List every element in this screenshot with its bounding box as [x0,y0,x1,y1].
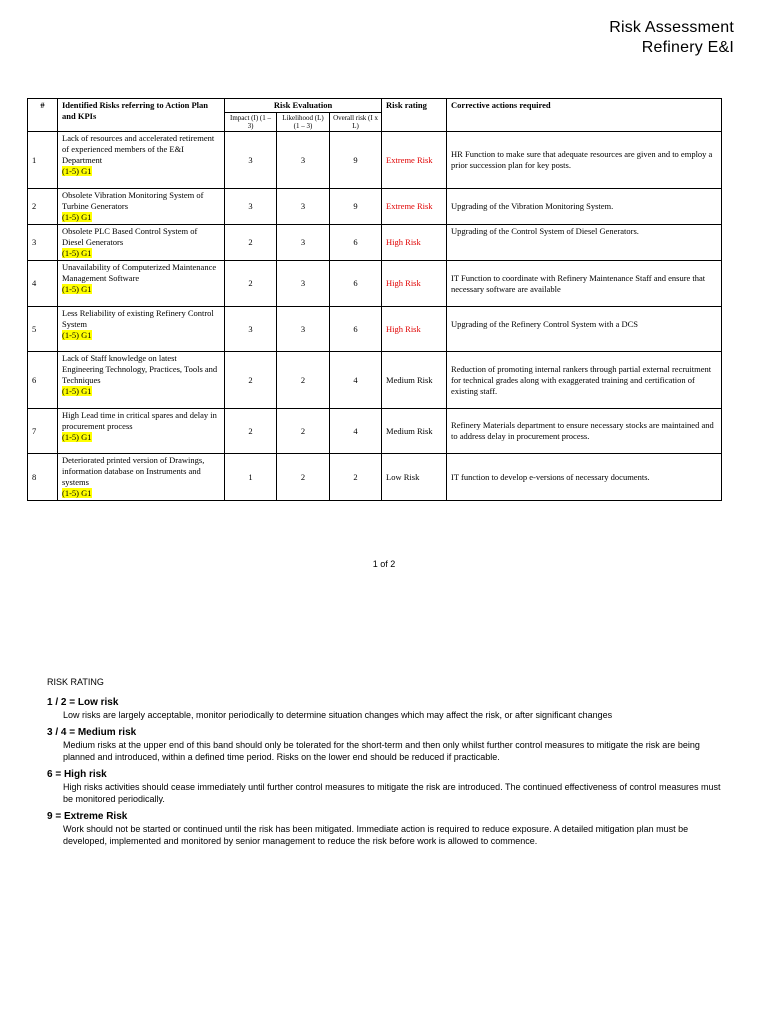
overall-value: 9 [330,132,382,189]
likelihood-value: 2 [277,409,330,454]
table-row [28,454,722,501]
legend-medium-title: 3 / 4 = Medium risk [47,727,137,738]
risk-rating: Medium Risk [382,409,447,454]
table-header-row [28,99,722,113]
risk-text: Unavailability of Computerized Maintenance Management Software [62,262,217,283]
risk-cell [58,454,225,501]
risk-rating: Low Risk [382,454,447,501]
impact-value: 2 [225,261,277,307]
overall-value: 6 [330,261,382,307]
table-row [28,189,722,225]
legend-high-desc: High risks activities should cease immediately until further control measures to mitigate the risk are introduced. The continued effectiveness of control measures must be monitored periodically. [63,782,721,804]
row-number: 5 [28,307,58,352]
row-number: 6 [28,352,58,409]
risk-rating-legend [47,676,727,847]
table-row [28,261,722,307]
risk-text: Obsolete PLC Based Control System of Diesel Generators [62,226,198,247]
document-title: Risk Assessment [609,19,734,36]
overall-value: 6 [330,307,382,352]
risk-table [27,98,722,501]
legend-extreme-title: 9 = Extreme Risk [47,811,128,822]
risk-cell [58,225,225,261]
risk-tag: (1-5) G1 [62,166,92,176]
corrective-action: IT Function to coordinate with Refinery Maintenance Staff and ensure that necessary software are available [447,261,722,307]
likelihood-value: 3 [277,132,330,189]
risk-rating: Extreme Risk [382,189,447,225]
col-impact-header: Impact (I) (1 – 3) [225,113,277,132]
risk-tag: (1-5) G1 [62,284,92,294]
risk-cell [58,307,225,352]
risk-rating: Extreme Risk [382,132,447,189]
col-eval-header: Risk Evaluation [225,99,382,113]
risk-cell [58,132,225,189]
risk-text: Lack of Staff knowledge on latest Engineering Technology, Practices, Tools and Techniques [62,353,218,385]
likelihood-value: 3 [277,307,330,352]
row-number: 4 [28,261,58,307]
legend-high-title: 6 = High risk [47,769,107,780]
impact-value: 3 [225,189,277,225]
table-row [28,307,722,352]
document-subtitle: Refinery E&I [641,39,734,56]
overall-value: 9 [330,189,382,225]
risk-rating: Medium Risk [382,352,447,409]
legend-extreme-desc: Work should not be started or continued until the risk has been mitigated. Immediate action is required to reduce exposure. A detailed mitigation plan must be developed, implemented and monitored by senior management to reduce the risk before work is allowed to commence. [63,824,689,846]
legend-medium-desc: Medium risks at the upper end of this band should only be tolerated for the short-term and then only whilst further control measures to mitigate the risk are being planned and introduced, within a defined time period. Risks on the lower end should be reduced if practicable. [63,740,700,762]
corrective-action: Upgrading of the Vibration Monitoring System. [447,189,722,225]
corrective-action: IT function to develop e-versions of necessary documents. [447,454,722,501]
row-number: 1 [28,132,58,189]
overall-value: 4 [330,352,382,409]
risk-cell [58,189,225,225]
risk-rating: High Risk [382,261,447,307]
table-row [28,409,722,454]
risk-text: High Lead time in critical spares and delay in procurement process [62,410,217,431]
impact-value: 3 [225,307,277,352]
col-actions-header: Corrective actions required [447,99,722,132]
legend-low-title: 1 / 2 = Low risk [47,697,119,708]
likelihood-value: 3 [277,189,330,225]
col-num-header: # [28,99,58,132]
col-rating-header: Risk rating [382,99,447,132]
document-header [609,18,734,58]
risk-text: Deteriorated printed version of Drawings, information database on Instruments and systems [62,455,205,487]
likelihood-value: 3 [277,261,330,307]
row-number: 7 [28,409,58,454]
col-overall-header: Overall risk (I x L) [330,113,382,132]
risk-text: Less Reliability of existing Refinery Control System [62,308,214,329]
impact-value: 3 [225,132,277,189]
row-number: 3 [28,225,58,261]
risk-tag: (1-5) G1 [62,488,92,498]
impact-value: 2 [225,409,277,454]
risk-cell [58,261,225,307]
overall-value: 4 [330,409,382,454]
page-number: 1 of 2 [372,559,396,569]
risk-cell [58,352,225,409]
col-likelihood-header: Likelihood (L) (1 – 3) [277,113,330,132]
corrective-action: Refinery Materials department to ensure necessary stocks are maintained and to address delay in procurement process. [447,409,722,454]
risk-text: Obsolete Vibration Monitoring System of Turbine Generators [62,190,204,211]
overall-value: 6 [330,225,382,261]
impact-value: 2 [225,352,277,409]
legend-low-desc: Low risks are largely acceptable, monitor periodically to determine situation changes which may affect the risk, or after significant changes [63,710,613,720]
risk-tag: (1-5) G1 [62,386,92,396]
table-row [28,225,722,261]
impact-value: 2 [225,225,277,261]
risk-tag: (1-5) G1 [62,432,92,442]
row-number: 2 [28,189,58,225]
corrective-action: Reduction of promoting internal rankers through partial external recruitment for technical grades along with exaggerated training and certification of existing staff. [447,352,722,409]
risk-rating: High Risk [382,225,447,261]
overall-value: 2 [330,454,382,501]
col-risk-header: Identified Risks referring to Action Plan and KPIs [58,99,225,132]
table-row [28,352,722,409]
risk-rating: High Risk [382,307,447,352]
impact-value: 1 [225,454,277,501]
corrective-action: HR Function to make sure that adequate resources are given and to employ a prior succession plan for key posts. [447,132,722,189]
table-row [28,132,722,189]
row-number: 8 [28,454,58,501]
corrective-action: Upgrading of the Refinery Control System with a DCS [447,307,722,352]
risk-tag: (1-5) G1 [62,330,92,340]
risk-tag: (1-5) G1 [62,248,92,258]
risk-tag: (1-5) G1 [62,212,92,222]
likelihood-value: 3 [277,225,330,261]
legend-heading: RISK RATING [47,677,104,687]
risk-cell [58,409,225,454]
corrective-action: Upgrading of the Control System of Diesel Generators. [447,225,722,261]
likelihood-value: 2 [277,352,330,409]
likelihood-value: 2 [277,454,330,501]
risk-text: Lack of resources and accelerated retirement of experienced members of the E&I Department [62,133,215,165]
